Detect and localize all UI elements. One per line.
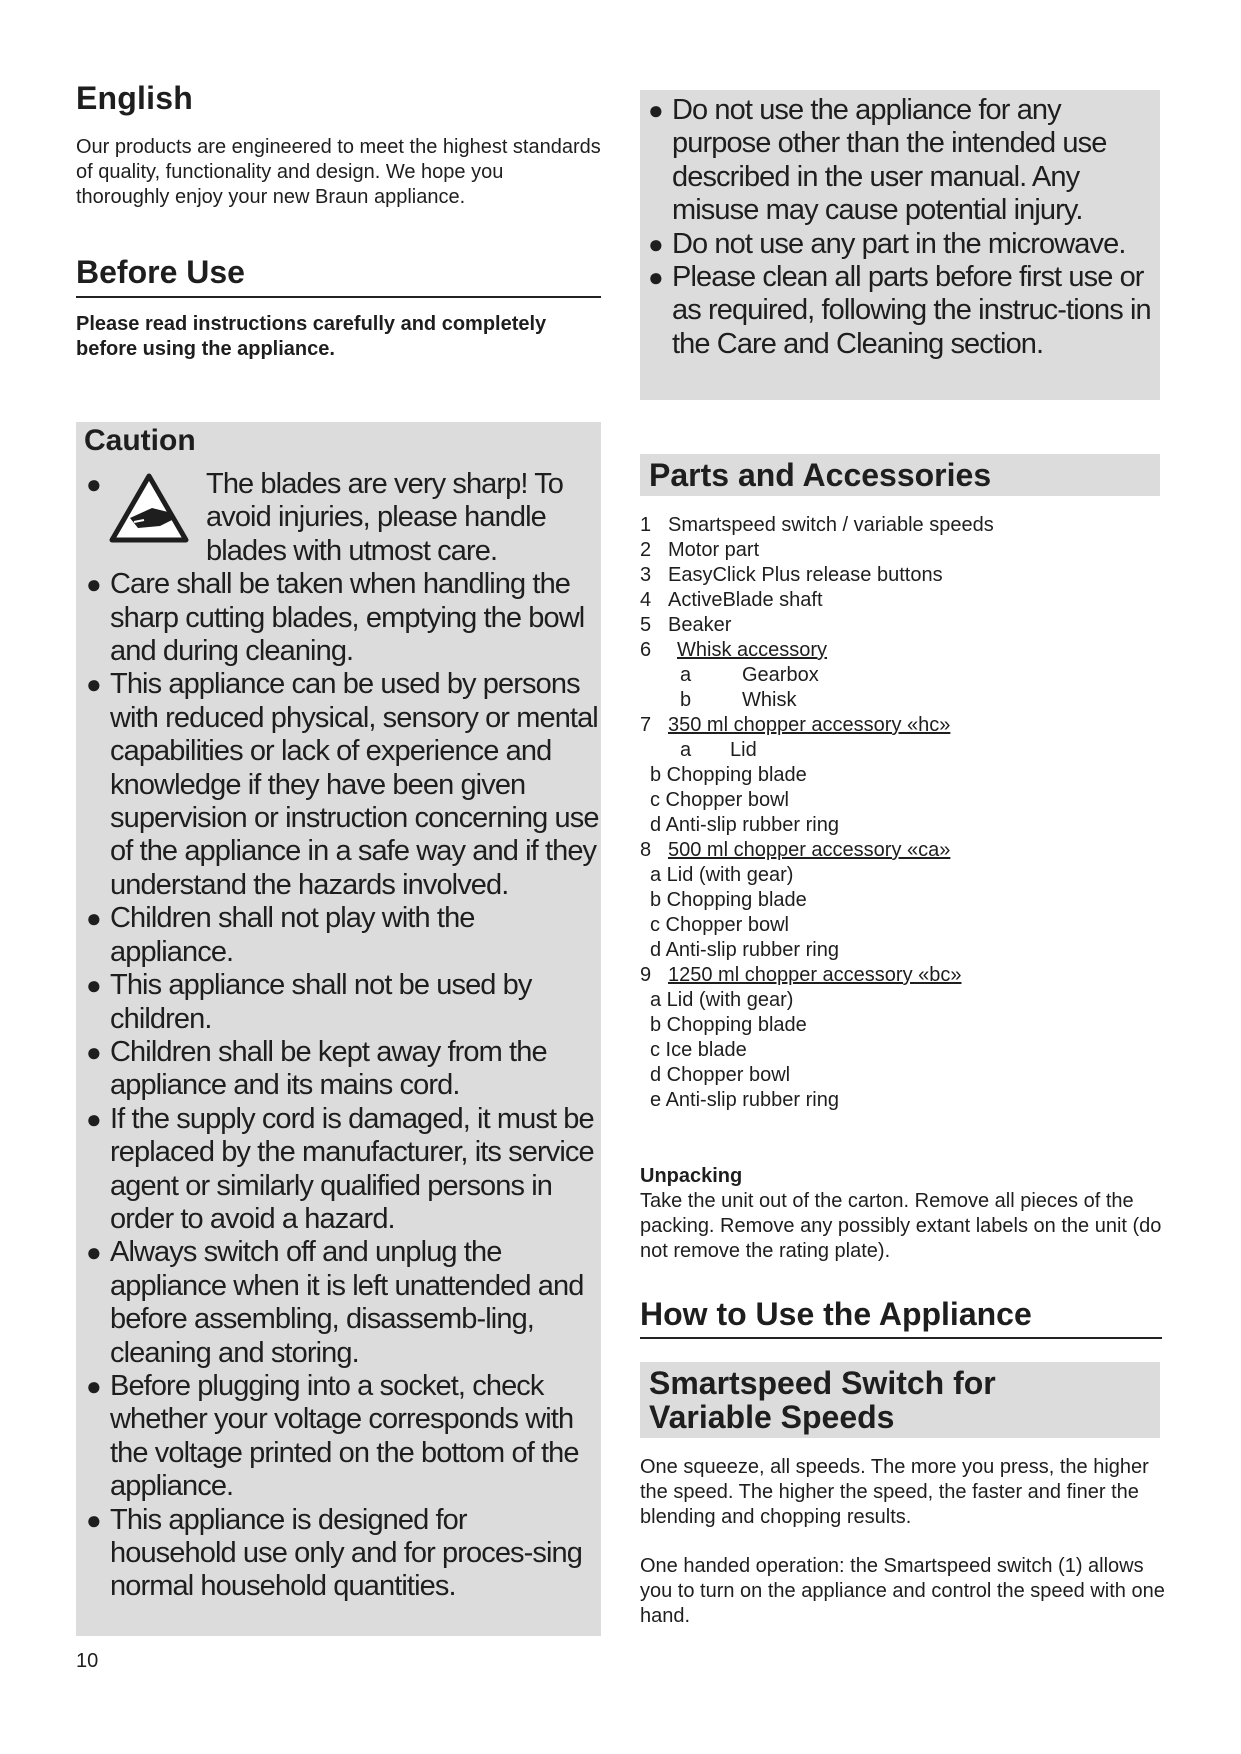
list-item [640,1088,1165,1113]
list-item [640,1063,1165,1088]
parts-heading: Parts and Accessories [640,454,1160,496]
list-item [640,988,1165,1013]
part-number: 9 [640,964,652,986]
smartspeed-paragraph: One squeeze, all speeds. The more you press, the higher the speed. The higher the speed, the faster and finer the blending and chopping results. [640,1456,1149,1528]
how-to-use-heading: How to Use the Appliance [640,1296,1162,1339]
list-item [640,963,1165,988]
sub-part-label: c Ice blade [650,1039,747,1061]
sub-part-label: d Anti-slip rubber ring [650,814,839,836]
caution-item-text: The blades are very sharp! To avoid injuries, please handle blades with utmost care. [206,468,564,567]
sub-part-label: b Chopping blade [650,1014,807,1036]
list-item [640,613,1165,638]
sub-part-label: Gearbox [742,664,819,686]
unpacking-section [640,1164,1170,1264]
one-handed-paragraph: One handed operation: the Smartspeed switch (1) allows you to turn on the appliance and control the speed with one hand. [640,1555,1165,1627]
list-item [640,563,1165,588]
sub-part-label: d Chopper bowl [650,1064,791,1086]
smartspeed-heading [640,1362,1160,1438]
caution-item-text: Children shall be kept away from the appliance and its mains cord. [110,1035,547,1102]
part-label: Beaker [668,614,732,636]
part-label: EasyClick Plus release buttons [668,564,943,586]
sub-part-letter: a [680,664,692,686]
list-item [640,838,1165,863]
list-item [640,513,1165,538]
part-label: Whisk accessory [677,639,828,661]
sharp-blade-warning-icon [108,472,190,544]
caution-item [84,668,599,902]
caution-item-text: This appliance shall not be used by children. [110,969,532,1035]
caution-box [76,422,601,1636]
sub-part-label: Whisk [742,689,797,711]
bullet-icon: ● [86,469,101,499]
caution-item-text: Always switch off and unplug the appliance when it is left unattended and before assembling, disassemb-ling, cleaning and storing. [110,1236,584,1369]
bullet-icon: ● [648,95,663,125]
warning-item [646,228,1158,261]
intro-text: Our products are engineered to meet the highest standards of quality, functionality and design. We hope you thoroughly enjoy your new Braun appliance. [76,136,601,208]
bullet-icon: ● [86,669,101,700]
list-item [640,588,1165,613]
caution-item-text: This appliance can be used by persons with reduced physical, sensory or mental capabilities or lack of experience and knowledge if they have been given supervision or instruction concerning use of the appliance in a safe way and if they understand the hazards involved. [110,668,599,901]
list-item [640,888,1165,913]
part-number: 8 [640,839,652,861]
caution-item [84,1236,599,1370]
warning-item-text: Please clean all parts before first use or as required, following the instruc-tions in the Care and Cleaning section. [672,261,1151,360]
part-label: Motor part [668,539,760,561]
sub-part-letter: b [680,689,692,711]
bullet-icon: ● [648,262,663,293]
sub-part-label: a Lid (with gear) [650,989,794,1011]
list-item [640,738,1165,763]
list-item [640,1013,1165,1038]
sub-part-label: c Chopper bowl [650,789,789,811]
bullet-icon: ● [86,1036,101,1067]
list-item [640,1038,1165,1063]
before-use-heading: Before Use [76,254,601,298]
warnings-list [646,94,1158,361]
caution-item [84,1370,599,1504]
part-number: 2 [640,539,652,561]
sub-part-letter: a [680,739,692,761]
sub-part-label: Lid [730,739,757,761]
caution-item [84,1036,599,1103]
unpacking-text: Take the unit out of the carton. Remove all pieces of the packing. Remove any possibly extant labels on the unit (do not remove the rating plate). [640,1190,1162,1262]
sub-part-label: b Chopping blade [650,889,807,911]
sub-part-label: e Anti-slip rubber ring [650,1089,839,1111]
part-number: 1 [640,514,652,536]
warning-item [646,261,1158,361]
bullet-icon: ● [86,1237,101,1268]
list-item [640,763,1165,788]
part-number: 5 [640,614,652,636]
part-label: 350 ml chopper accessory «hc» [668,714,951,736]
smartspeed-heading-line: Variable Speeds [649,1399,895,1435]
bullet-icon: ● [86,1103,101,1134]
sub-part-label: c Chopper bowl [650,914,789,936]
parts-list [640,513,1165,1113]
caution-item-text: Children shall not play with the appliance. [110,902,475,968]
list-item [640,938,1165,963]
list-item [640,863,1165,888]
list-item [640,638,1165,663]
warning-item [646,94,1158,228]
list-item [640,538,1165,563]
list-item [640,713,1165,738]
list-item [640,788,1165,813]
list-item [640,688,1165,713]
warning-item-text: Do not use any part in the microwave. [672,227,1126,260]
unpacking-heading: Unpacking [640,1165,743,1187]
caution-heading: Caution [84,424,196,457]
part-label: 500 ml chopper accessory «ca» [668,839,951,861]
sub-part-label: d Anti-slip rubber ring [650,939,839,961]
smartspeed-heading-line: Smartspeed Switch for [649,1365,996,1401]
part-number: 4 [640,589,652,611]
caution-item [84,902,599,969]
bullet-icon: ● [86,1370,101,1401]
part-number: 7 [640,714,652,736]
list-item [640,663,1165,688]
read-instructions-note: Please read instructions carefully and completely before using the appliance. [76,313,547,360]
caution-item [84,1103,599,1237]
list-item [640,913,1165,938]
bullet-icon: ● [86,1504,101,1535]
sub-part-label: a Lid (with gear) [650,864,794,886]
warnings-box [640,90,1160,400]
caution-item-text: Before plugging into a socket, check whether your voltage corresponds with the voltage printed on the bottom of the appliance. [110,1369,579,1503]
caution-item [84,969,599,1036]
list-item [640,813,1165,838]
caution-item-text: Care shall be taken when handling the sharp cutting blades, emptying the bowl and during cleaning. [110,568,585,668]
bullet-icon: ● [86,903,101,934]
part-label: Smartspeed switch / variable speeds [668,514,994,536]
caution-item [84,468,599,568]
caution-list [84,468,599,1604]
caution-item-text: If the supply cord is damaged, it must be replaced by the manufacturer, its service agent or similarly qualified persons in order to avoid a hazard. [110,1102,594,1235]
page-number: 10 [76,1650,99,1672]
sub-part-label: b Chopping blade [650,764,807,786]
part-label: 1250 ml chopper accessory «bc» [668,964,962,986]
warning-item-text: Do not use the appliance for any purpose other than the intended use described in the user manual. Any misuse may cause potential injury. [672,94,1107,227]
part-number: 3 [640,564,652,586]
part-number: 6 [640,639,652,661]
bullet-icon: ● [86,970,101,1001]
language-heading: English [76,80,193,116]
left-column [76,80,601,362]
caution-item-text: This appliance is designed for household use only and for proces-sing normal household quantities. [110,1503,583,1603]
part-label: ActiveBlade shaft [668,589,823,611]
caution-item [84,1504,599,1604]
bullet-icon: ● [86,569,101,600]
caution-item [84,568,599,668]
bullet-icon: ● [648,228,663,259]
